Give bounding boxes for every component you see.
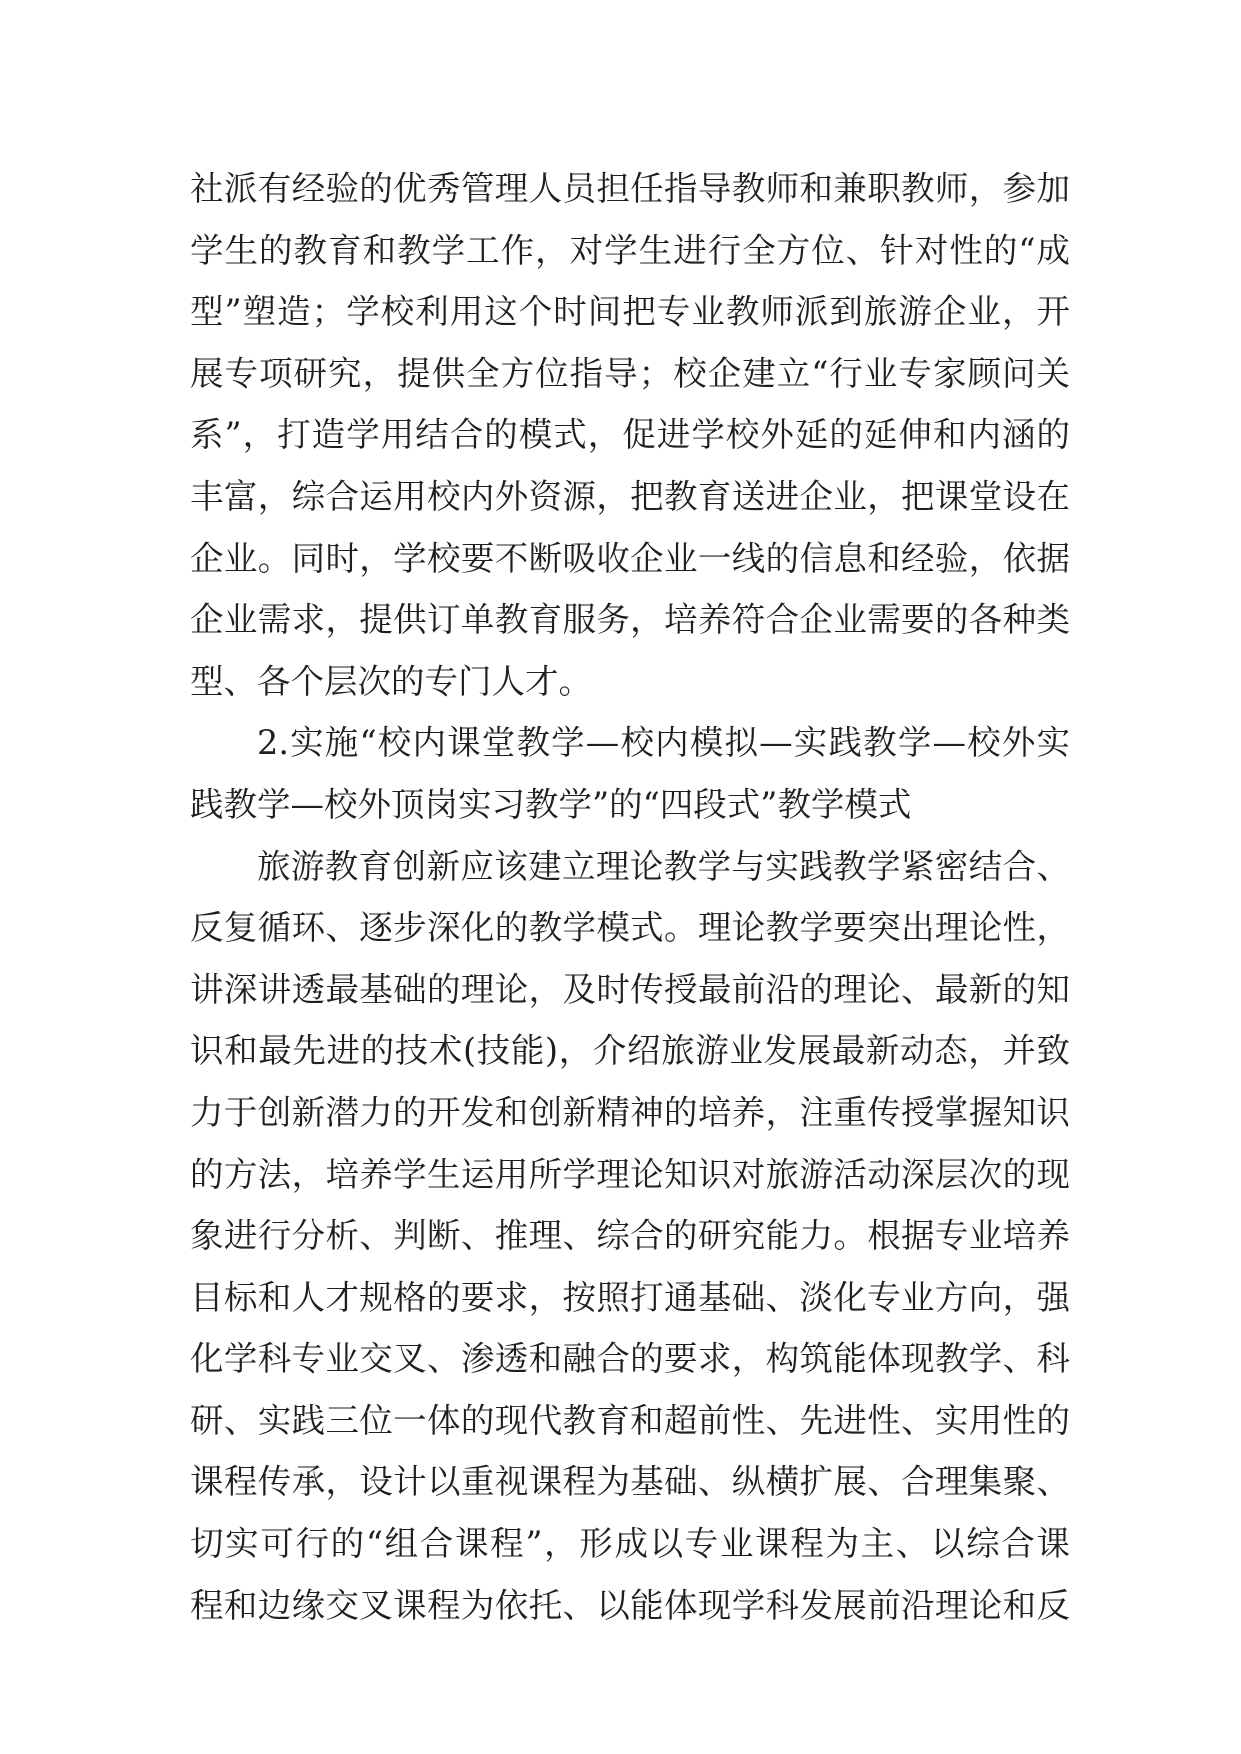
text-line: 社派有经验的优秀管理人员担任指导教师和兼职教师，参加	[190, 169, 1070, 208]
text-line: 讲深讲透最基础的理论，及时传授最前沿的理论、最新的知	[190, 969, 1070, 1009]
text-line: 的方法，培养学生运用所学理论知识对旅游活动深层次的现	[190, 1154, 1070, 1194]
text-line: 展专项研究，提供全方位指导；校企建立“行业专家顾问关	[190, 353, 1070, 393]
text-line: 丰富，综合运用校内外资源，把教育送进企业，把课堂设在	[190, 476, 1070, 516]
paragraph-cooperation	[190, 158, 1070, 712]
heading-line: 践教学—校外顶岗实习教学”的“四段式”教学模式	[190, 784, 912, 824]
heading-line: 2.实施“校内课堂教学—校内模拟—实践教学—校外实	[257, 723, 1070, 763]
text-line: 反复循环、逐步深化的教学模式。理论教学要突出理论性，	[190, 908, 1070, 948]
text-line: 化学科专业交叉、渗透和融合的要求，构筑能体现教学、科	[190, 1339, 1070, 1379]
text-line: 力于创新潜力的开发和创新精神的培养，注重传授掌握知识	[190, 1092, 1070, 1132]
text-line: 型、各个层次的专门人才。	[190, 661, 592, 701]
text-line: 切实可行的“组合课程”，形成以专业课程为主、以综合课	[190, 1524, 1070, 1564]
text-line: 系”，打造学用结合的模式，促进学校外延的延伸和内涵的	[190, 415, 1070, 455]
text-line: 旅游教育创新应该建立理论教学与实践教学紧密结合、	[257, 846, 1070, 886]
text-line: 企业。同时，学校要不断吸收企业一线的信息和经验，依据	[190, 538, 1070, 578]
paragraph-teaching-model	[190, 836, 1070, 1637]
text-line: 学生的教育和教学工作，对学生进行全方位、针对性的“成	[190, 230, 1070, 270]
text-line: 程和边缘交叉课程为依托、以能体现学科发展前沿理论和反	[190, 1585, 1070, 1625]
text-line: 企业需求，提供订单教育服务，培养符合企业需要的各种类	[190, 600, 1070, 640]
text-line: 型”塑造；学校利用这个时间把专业教师派到旅游企业，开	[190, 292, 1070, 332]
text-line: 课程传承，设计以重视课程为基础、纵横扩展、合理集聚、	[190, 1462, 1070, 1502]
text-line: 目标和人才规格的要求，按照打通基础、淡化专业方向，强	[190, 1277, 1070, 1317]
text-line: 象进行分析、判断、推理、综合的研究能力。根据专业培养	[190, 1216, 1070, 1256]
text-line: 研、实践三位一体的现代教育和超前性、先进性、实用性的	[190, 1400, 1070, 1440]
text-line: 识和最先进的技术(技能)，介绍旅游业发展最新动态，并致	[190, 1031, 1070, 1071]
body-text	[190, 158, 1070, 1636]
section-heading-four-stage	[190, 712, 1070, 835]
